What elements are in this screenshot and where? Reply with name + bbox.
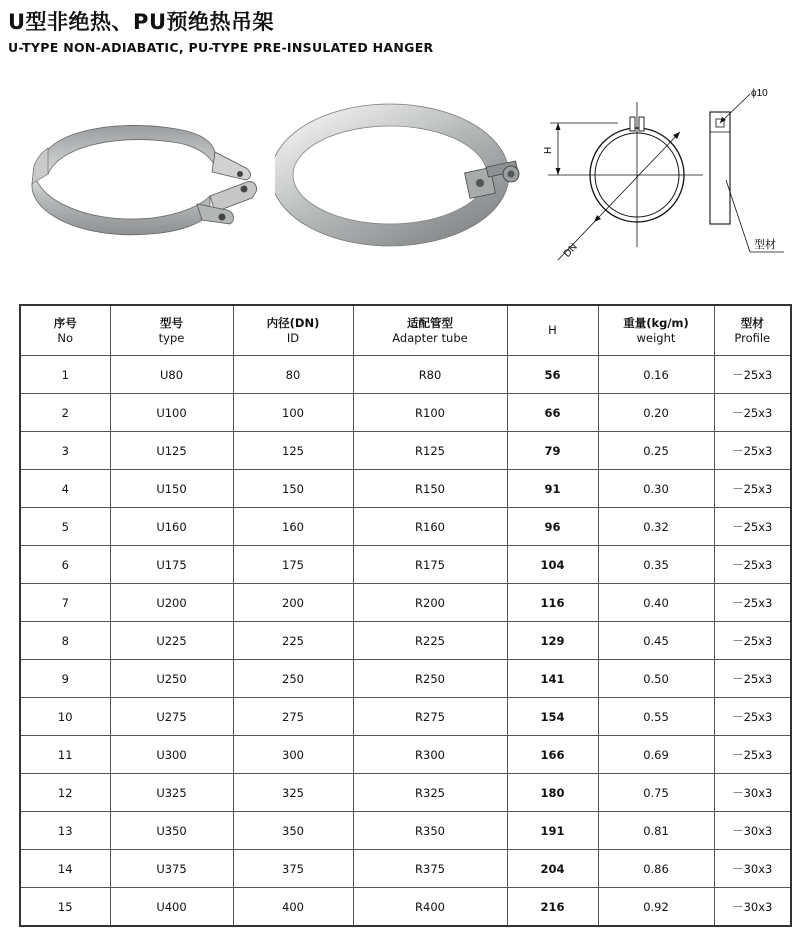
cell-h: 166 — [507, 736, 598, 774]
cell-no: 13 — [20, 812, 110, 850]
cell-no: 15 — [20, 888, 110, 927]
cell-adapter-tube: R325 — [353, 774, 507, 812]
cell-id: 200 — [233, 584, 353, 622]
cell-profile: －25x3 — [714, 432, 791, 470]
cell-no: 3 — [20, 432, 110, 470]
cell-weight: 0.25 — [598, 432, 714, 470]
cell-h: 96 — [507, 508, 598, 546]
table-row — [20, 660, 791, 698]
cell-no: 6 — [20, 546, 110, 584]
cell-type: U400 — [110, 888, 233, 927]
cell-profile: －25x3 — [714, 698, 791, 736]
cell-weight: 0.40 — [598, 584, 714, 622]
cell-id: 80 — [233, 356, 353, 394]
header-type-en: type — [158, 330, 185, 345]
cell-adapter-tube: R125 — [353, 432, 507, 470]
cell-weight: 0.32 — [598, 508, 714, 546]
header-no-cn: 序号 — [53, 315, 77, 330]
cell-h: 66 — [507, 394, 598, 432]
cell-no: 1 — [20, 356, 110, 394]
cell-adapter-tube: R375 — [353, 850, 507, 888]
header-no — [20, 305, 110, 356]
cell-adapter-tube: R150 — [353, 470, 507, 508]
u-type-hanger-photo — [12, 100, 262, 240]
cell-type: U275 — [110, 698, 233, 736]
header-h-en: H — [548, 323, 557, 337]
table-row — [20, 736, 791, 774]
spec-table-container — [19, 304, 790, 927]
cell-adapter-tube: R250 — [353, 660, 507, 698]
cell-weight: 0.50 — [598, 660, 714, 698]
table-row — [20, 508, 791, 546]
table-row — [20, 584, 791, 622]
header-profile — [714, 305, 791, 356]
header-weight — [598, 305, 714, 356]
cell-id: 325 — [233, 774, 353, 812]
profile-side-view — [710, 112, 730, 224]
cell-profile: －25x3 — [714, 546, 791, 584]
cell-profile: －25x3 — [714, 660, 791, 698]
cell-weight: 0.75 — [598, 774, 714, 812]
page-subtitle: U-TYPE NON-ADIABATIC, PU-TYPE PRE-INSULATED HANGER — [8, 40, 434, 55]
cell-weight: 0.45 — [598, 622, 714, 660]
cell-adapter-tube: R300 — [353, 736, 507, 774]
cell-type: U300 — [110, 736, 233, 774]
cell-weight: 0.16 — [598, 356, 714, 394]
header-id-cn: 内径(DN) — [266, 315, 320, 330]
spec-table — [19, 304, 792, 927]
header-adapter-tube-en: Adapter tube — [392, 330, 468, 345]
phi-label: ϕ10 — [751, 88, 768, 99]
cell-profile: －25x3 — [714, 508, 791, 546]
cell-h: 79 — [507, 432, 598, 470]
cell-weight: 0.55 — [598, 698, 714, 736]
cell-id: 225 — [233, 622, 353, 660]
cell-profile: －25x3 — [714, 736, 791, 774]
header-type — [110, 305, 233, 356]
cell-h: 216 — [507, 888, 598, 927]
cell-id: 160 — [233, 508, 353, 546]
cell-h: 129 — [507, 622, 598, 660]
table-row — [20, 812, 791, 850]
cell-type: U175 — [110, 546, 233, 584]
cell-adapter-tube: R225 — [353, 622, 507, 660]
cell-id: 275 — [233, 698, 353, 736]
cell-adapter-tube: R275 — [353, 698, 507, 736]
cell-h: 154 — [507, 698, 598, 736]
cell-adapter-tube: R175 — [353, 546, 507, 584]
cell-profile: －25x3 — [714, 622, 791, 660]
cell-id: 300 — [233, 736, 353, 774]
cell-id: 150 — [233, 470, 353, 508]
cell-type: U225 — [110, 622, 233, 660]
cell-weight: 0.92 — [598, 888, 714, 927]
cell-adapter-tube: R100 — [353, 394, 507, 432]
cell-id: 125 — [233, 432, 353, 470]
header-adapter-tube — [353, 305, 507, 356]
cell-type: U325 — [110, 774, 233, 812]
header-id-en: ID — [286, 330, 300, 345]
cell-weight: 0.30 — [598, 470, 714, 508]
table-row — [20, 356, 791, 394]
cell-h: 91 — [507, 470, 598, 508]
cell-no: 7 — [20, 584, 110, 622]
table-row — [20, 394, 791, 432]
cell-type: U350 — [110, 812, 233, 850]
cell-profile: －30x3 — [714, 774, 791, 812]
table-row — [20, 470, 791, 508]
cell-weight: 0.35 — [598, 546, 714, 584]
cell-weight: 0.69 — [598, 736, 714, 774]
table-header-row — [20, 305, 791, 356]
cell-no: 8 — [20, 622, 110, 660]
cell-profile: －25x3 — [714, 584, 791, 622]
table-row — [20, 888, 791, 927]
cell-h: 180 — [507, 774, 598, 812]
cell-type: U250 — [110, 660, 233, 698]
cell-no: 10 — [20, 698, 110, 736]
cell-no: 9 — [20, 660, 110, 698]
cell-profile: －30x3 — [714, 888, 791, 927]
table-row — [20, 850, 791, 888]
table-row — [20, 622, 791, 660]
table-row — [20, 546, 791, 584]
cell-id: 100 — [233, 394, 353, 432]
cell-h: 141 — [507, 660, 598, 698]
cell-profile: －30x3 — [714, 812, 791, 850]
cell-no: 4 — [20, 470, 110, 508]
cell-no: 2 — [20, 394, 110, 432]
cell-id: 400 — [233, 888, 353, 927]
table-row — [20, 432, 791, 470]
cell-type: U100 — [110, 394, 233, 432]
cell-h: 204 — [507, 850, 598, 888]
cell-profile: －30x3 — [714, 850, 791, 888]
header-profile-en: Profile — [734, 330, 771, 345]
cell-type: U375 — [110, 850, 233, 888]
table-body — [20, 356, 791, 927]
header-type-cn: 型号 — [160, 315, 183, 330]
cell-type: U125 — [110, 432, 233, 470]
cell-no: 12 — [20, 774, 110, 812]
cell-h: 104 — [507, 546, 598, 584]
table-row — [20, 698, 791, 736]
cell-weight: 0.86 — [598, 850, 714, 888]
cell-id: 350 — [233, 812, 353, 850]
cell-id: 250 — [233, 660, 353, 698]
dn-dimension-line — [558, 132, 680, 260]
cell-adapter-tube: R80 — [353, 356, 507, 394]
header-weight-en: weight — [636, 330, 676, 345]
cell-h: 191 — [507, 812, 598, 850]
cell-weight: 0.81 — [598, 812, 714, 850]
header-profile-cn: 型材 — [740, 315, 764, 330]
cell-no: 14 — [20, 850, 110, 888]
cell-profile: －25x3 — [714, 394, 791, 432]
header-h — [507, 305, 598, 356]
cell-type: U200 — [110, 584, 233, 622]
cell-adapter-tube: R160 — [353, 508, 507, 546]
cell-h: 116 — [507, 584, 598, 622]
profile-label: 型材 — [754, 238, 776, 251]
cell-type: U80 — [110, 356, 233, 394]
table-row — [20, 774, 791, 812]
cell-type: U150 — [110, 470, 233, 508]
cell-profile: －25x3 — [714, 356, 791, 394]
cell-adapter-tube: R350 — [353, 812, 507, 850]
cell-profile: －25x3 — [714, 470, 791, 508]
pu-type-hanger-photo — [275, 100, 535, 250]
cell-type: U160 — [110, 508, 233, 546]
cell-h: 56 — [507, 356, 598, 394]
header-adapter-tube-cn: 适配管型 — [407, 315, 453, 330]
header-no-en: No — [57, 330, 74, 345]
cell-weight: 0.20 — [598, 394, 714, 432]
header-weight-cn: 重量(kg/m) — [623, 315, 689, 330]
cell-id: 375 — [233, 850, 353, 888]
cell-no: 11 — [20, 736, 110, 774]
h-label: H — [543, 146, 554, 154]
cell-adapter-tube: R200 — [353, 584, 507, 622]
header-id — [233, 305, 353, 356]
page-title: U型非绝热、PU预绝热吊架 — [8, 10, 274, 34]
cell-adapter-tube: R400 — [353, 888, 507, 927]
cell-id: 175 — [233, 546, 353, 584]
dn-label: DN — [561, 241, 580, 260]
hanger-technical-drawing — [538, 82, 788, 272]
cell-no: 5 — [20, 508, 110, 546]
